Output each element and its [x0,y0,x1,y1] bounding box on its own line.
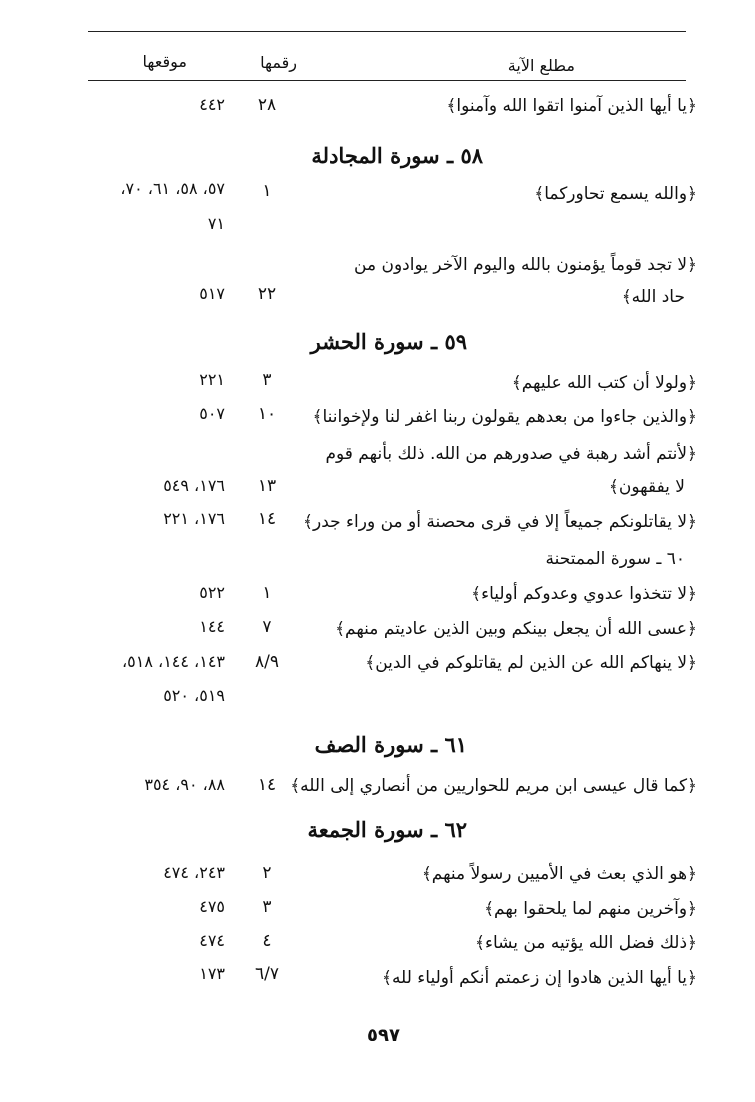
verse-text: ﴿لا ينهاكم الله عن الذين لم يقاتلوكم في الدين﴾ [365,653,697,673]
verse-text: ﴿لا تتخذوا عدوي وعدوكم أولياء﴾ [471,584,697,604]
verse-text: ﴿ذلك فضل الله يؤتيه من يشاء﴾ [474,933,697,953]
surah-heading: ٥٩ ـ سورة الحشر [310,329,467,354]
verse-number: ١٤ [257,775,277,795]
verse-location: ٥٧، ٥٨، ٦١، ٧٠، [120,179,225,198]
verse-text: ﴿كما قال عيسى ابن مريم للحواريين من أنصاري إلى الله﴾ [290,776,697,796]
header-location: موقعها [142,52,187,71]
verse-text: ﴿يا أيها الذين هادوا إن زعمتم أنكم أولياء لله﴾ [381,968,697,988]
header-verse: مطلع الآية [507,56,575,75]
verse-number: ٧ [262,617,272,637]
verse-number: ٨/٩ [255,652,279,672]
verse-location: ١٧٦، ٢٢١ [163,509,225,528]
verse-location: ١٤٤ [199,617,225,636]
verse-location-cont: ٥١٩، ٥٢٠ [163,686,225,705]
verse-location: ٥٢٢ [199,583,225,602]
surah-heading: ٦٢ ـ سورة الجمعة [307,817,467,842]
surah-heading: ٥٨ ـ سورة المجادلة [311,143,483,168]
verse-location: ٤٤٢ [199,95,225,114]
verse-text: ﴿لأنتم أشد رهبة في صدورهم من الله. ذلك بأنهم قوم [325,444,697,464]
verse-location: ١٤٣، ١٤٤، ٥١٨، [121,652,225,671]
surah-heading: ٦٠ ـ سورة الممتحنة [545,549,685,569]
verse-number: ٢٨ [257,95,277,115]
verse-text: ﴿ولولا أن كتب الله عليهم﴾ [511,373,697,393]
verse-text: ﴿لا تجد قوماً يؤمنون بالله واليوم الآخر يوادون من [354,255,697,275]
verse-location: ٨٨، ٩٠، ٣٥٤ [144,775,225,794]
verse-location-cont: ٧١ [207,214,225,233]
verse-location: ٥١٧ [199,284,225,303]
verse-number: ١٤ [257,509,277,529]
verse-number: ٢٢ [257,284,277,304]
verse-number: ١٣ [257,476,277,496]
verse-location: ٤٧٥ [199,897,225,916]
verse-text: ﴿يا أيها الذين آمنوا اتقوا الله وآمنوا﴾ [446,96,697,116]
verse-text-cont: حاد الله﴾ [621,287,685,307]
header-rule [88,80,686,81]
verse-location: ٥٠٧ [199,404,225,423]
verse-location: ٢٤٣، ٤٧٤ [163,863,225,882]
verse-text: ﴿هو الذي بعث في الأميين رسولاً منهم﴾ [421,864,697,884]
verse-location: ٤٧٤ [199,931,225,950]
verse-text: ﴿والذين جاءوا من بعدهم يقولون ربنا اغفر لنا ولإخواننا﴾ [312,407,697,427]
verse-number: ٦/٧ [255,964,279,984]
verse-number: ٣ [262,897,272,917]
verse-location: ١٧٣ [199,964,225,983]
top-rule [88,31,686,32]
verse-number: ٢ [262,863,272,883]
verse-number: ١٠ [257,404,277,424]
verse-number: ١ [262,181,272,201]
page-number: ٥٩٧ [367,1025,400,1046]
verse-text: ﴿والله يسمع تحاوركما﴾ [534,184,697,204]
verse-number: ٣ [262,370,272,390]
verse-location: ١٧٦، ٥٤٩ [163,476,225,495]
verse-number: ١ [262,583,272,603]
verse-location: ٢٢١ [199,370,225,389]
verse-number: ٤ [262,931,272,951]
header-number: رقمها [260,53,297,72]
verse-text: ﴿لا يقاتلونكم جميعاً إلا في قرى محصنة أو من وراء جدر﴾ [303,512,697,532]
verse-text-cont: لا يفقهون﴾ [608,477,685,497]
surah-heading: ٦١ ـ سورة الصف [314,732,467,757]
verse-text: ﴿وآخرين منهم لما يلحقوا بهم﴾ [484,899,697,919]
verse-text: ﴿عسى الله أن يجعل بينكم وبين الذين عاديتم منهم﴾ [335,619,697,639]
